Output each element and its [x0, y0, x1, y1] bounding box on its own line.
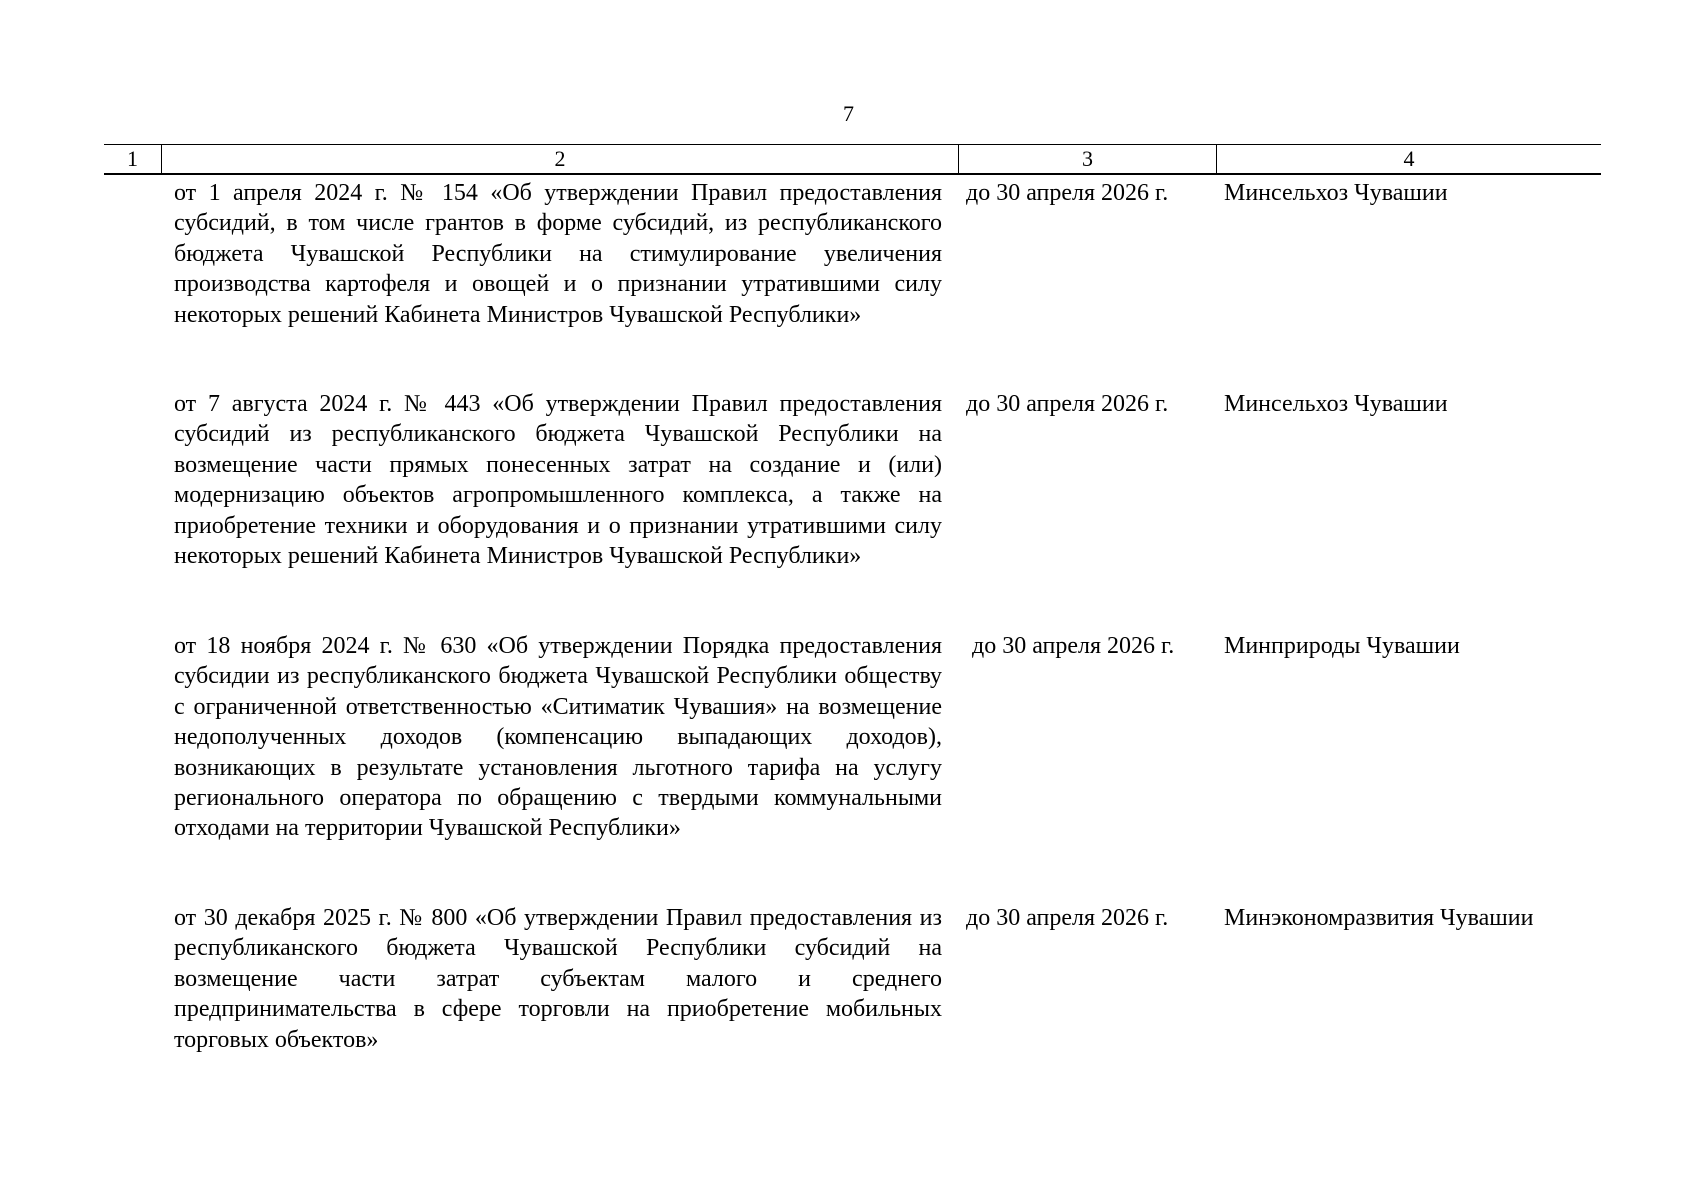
row-deadline: до 30 апреля 2026 г.: [966, 180, 1169, 206]
row-document: от 18 ноября 2024 г. № 630 «Об утверждении Порядка предоставления субсидии из республиканского бюджета Чувашской Республики обществу с ограниченной ответственностью «Ситиматик Чувашия» на возмещение недополученных доходов (компенсацию выпадающих доходов), возникающих в результате установления льготного тарифа на услугу регионального оператора по обращению с твердыми коммунальными отходами на территории Чувашской Республики»: [174, 633, 942, 842]
header-col-1: 1: [104, 145, 162, 173]
header-col-3: 3: [959, 145, 1217, 173]
row-agency: Минсельхоз Чувашии: [1224, 180, 1448, 206]
header-col-4: 4: [1403, 146, 1415, 171]
row-document: от 7 августа 2024 г. № 443 «Об утверждении Правил предоставления субсидий из республиканского бюджета Чувашской Республики на возмещение части прямых понесенных затрат на создание и (или) модернизацию объектов агропромышленного комплекса, а также на приобретение техники и оборудования и о признании утратившими силу некоторых решений Кабинета Министров Чувашской Республики»: [174, 391, 942, 570]
page-number: 7: [843, 101, 854, 126]
row-document: от 1 апреля 2024 г. № 154 «Об утверждении Правил предоставления субсидий, в том числе грантов в форме субсидий, из республиканского бюджета Чувашской Республики на стимулирование увеличения производства картофеля и овощей и о признании утратившими силу некоторых решений Кабинета Министров Чувашской Республики»: [174, 180, 942, 328]
header-col-2: 2: [162, 145, 959, 173]
row-agency: Минприроды Чувашии: [1224, 633, 1460, 659]
table-header: [104, 144, 1601, 175]
row-deadline: до 30 апреля 2026 г.: [972, 633, 1175, 659]
row-deadline: до 30 апреля 2026 г.: [966, 905, 1169, 931]
row-deadline: до 30 апреля 2026 г.: [966, 391, 1169, 417]
row-agency: Минсельхоз Чувашии: [1224, 391, 1448, 417]
row-document: от 30 декабря 2025 г. № 800 «Об утверждении Правил предоставления из республиканского бюджета Чувашской Республики субсидий на возмещение части затрат субъектам малого и среднего предпринимательства в сфере торговли на приобретение мобильных торговых объектов»: [174, 905, 942, 1053]
row-agency: Минэкономразвития Чувашии: [1224, 905, 1534, 931]
